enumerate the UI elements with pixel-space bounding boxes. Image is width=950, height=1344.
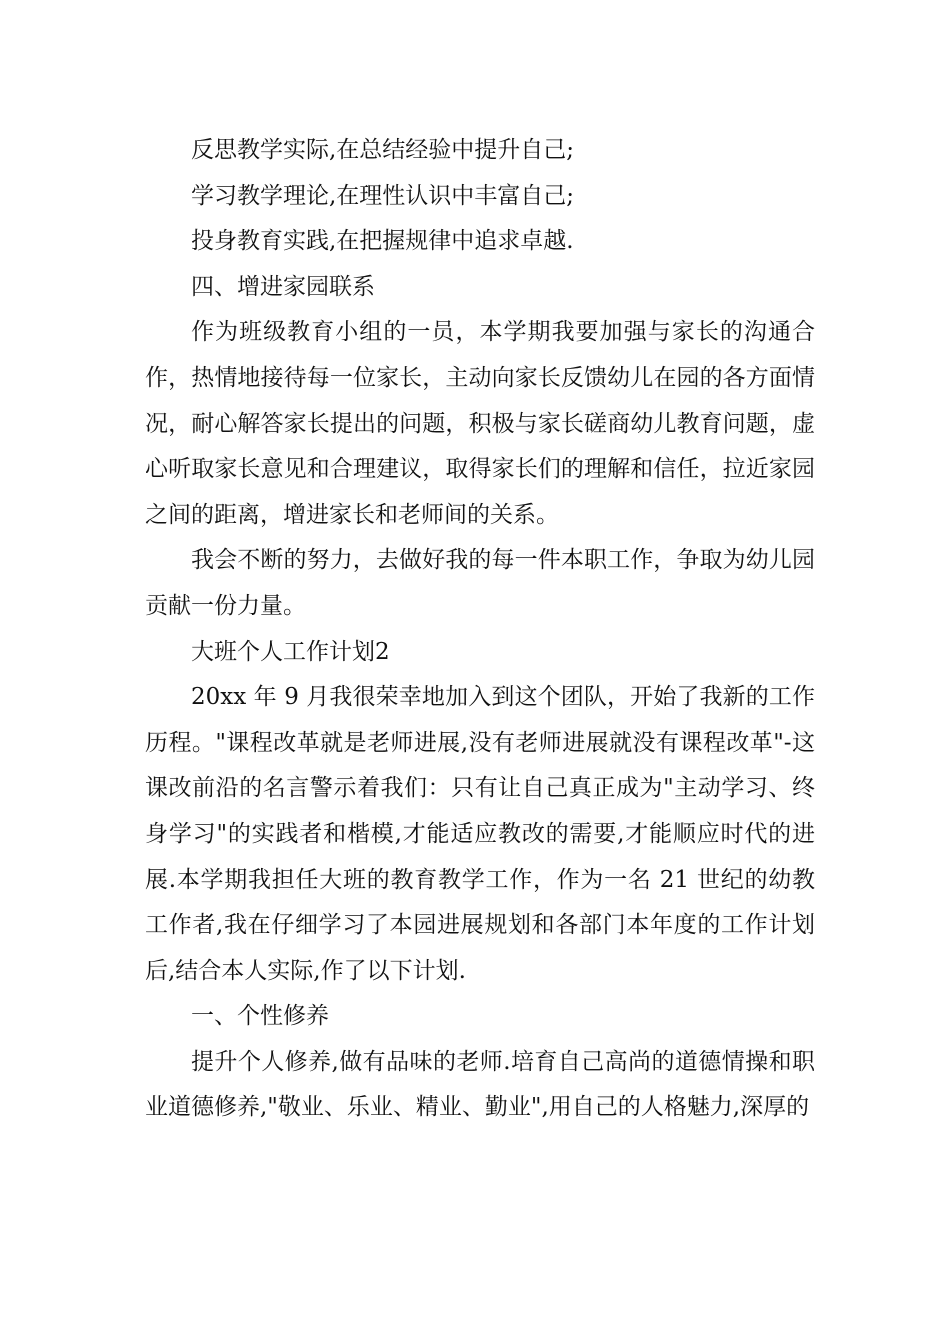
paragraph: 反思教学实际,在总结经验中提升自己; xyxy=(191,137,575,163)
section-heading: 四、增进家园联系 xyxy=(191,273,375,300)
paragraph: 学习教学理论,在理性认识中丰富自己; xyxy=(191,182,575,209)
document-body xyxy=(145,128,815,1131)
paragraph: 投身教育实践,在把握规律中追求卓越. xyxy=(191,228,574,255)
document-title: 大班个人工作计划2 xyxy=(191,638,390,665)
section-heading: 一、个性修养 xyxy=(191,1003,329,1030)
paragraph: 提升个人修养,做有品味的老师.培育自己高尚的道德情操和职业道德修养,"敬业、乐业、精业、勤业",用自己的人格魅力,深厚的 xyxy=(145,1048,815,1121)
paragraph: 作为班级教育小组的一员，本学期我要加强与家长的沟通合作，热情地接待每一位家长，主动向家长反馈幼儿在园的各方面情况，耐心解答家长提出的问题，积极与家长磋商幼儿教育问题，虚心听取家长意见和合理建议，取得家长们的理解和信任，拉近家园之间的距离，增进家长和老师间的关系。 xyxy=(145,319,815,528)
paragraph: 20xx 年 9 月我很荣幸地加入到这个团队，开始了我新的工作历程。"课程改革就是老师进展,没有老师进展就没有课程改革"-这课改前沿的名言警示着我们：只有让自己真正成为"主动学习、终身学习"的实践者和楷模,才能适应教改的需要,才能顺应时代的进展.本学期我担任大班的教育教学工作，作为一名 21 世纪的幼教工作者,我在仔细学习了本园进展规划和各部门本年度的工作计划后,结合本人实际,作了以下计划. xyxy=(145,684,815,984)
paragraph: 我会不断的努力，去做好我的每一件本职工作，争取为幼儿园贡献一份力量。 xyxy=(145,547,815,619)
